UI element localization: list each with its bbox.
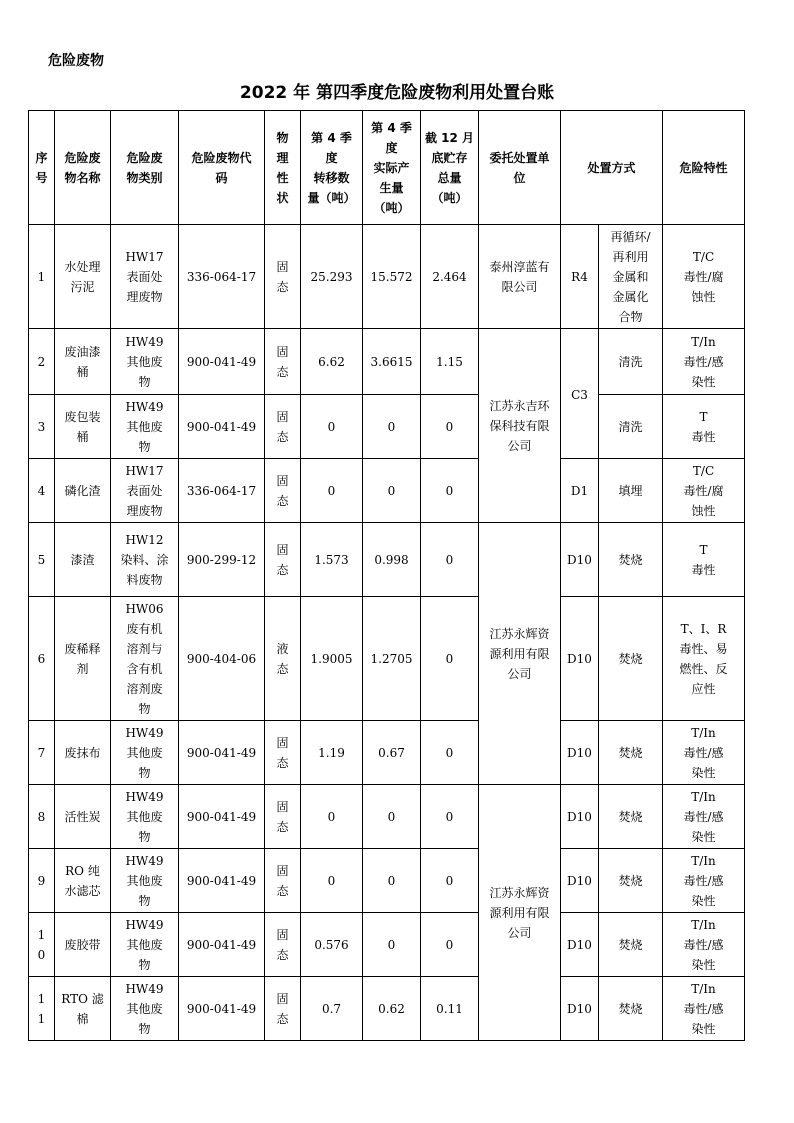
table-row [29, 523, 745, 597]
cell-state: 固 态 [265, 225, 301, 329]
cell-unit: 江苏永辉资 源利用有限 公司 [479, 785, 561, 1041]
cell-name: 活性炭 [55, 785, 111, 849]
cell-method: 焚烧 [599, 785, 663, 849]
cell-method: 焚烧 [599, 849, 663, 913]
col-header-method: 处置方式 [561, 111, 663, 225]
cell-transfer: 1.19 [301, 721, 363, 785]
cell-stock: 0.11 [421, 977, 479, 1041]
cell-hazard: T/In 毒性/感 染性 [663, 721, 745, 785]
cell-stock: 1.15 [421, 329, 479, 395]
cell-state: 固 态 [265, 395, 301, 459]
cell-method-code: R4 [561, 225, 599, 329]
cell-method-code: D10 [561, 913, 599, 977]
cell-hazard: T/C 毒性/腐 蚀性 [663, 225, 745, 329]
cell-category: HW49 其他废 物 [111, 849, 179, 913]
cell-hazard: T/C 毒性/腐 蚀性 [663, 459, 745, 523]
cell-name: RTO 滤 棉 [55, 977, 111, 1041]
cell-hazard: T 毒性 [663, 395, 745, 459]
cell-seq: 4 [29, 459, 55, 523]
cell-method-code: D10 [561, 597, 599, 721]
cell-hazard: T/In 毒性/感 染性 [663, 913, 745, 977]
cell-method: 填埋 [599, 459, 663, 523]
cell-method-code: D10 [561, 721, 599, 785]
cell-state: 固 态 [265, 721, 301, 785]
cell-category: HW49 其他废 物 [111, 977, 179, 1041]
cell-method: 焚烧 [599, 977, 663, 1041]
cell-code: 900-299-12 [179, 523, 265, 597]
cell-stock: 0 [421, 459, 479, 523]
cell-produced: 1.2705 [363, 597, 421, 721]
cell-transfer: 6.62 [301, 329, 363, 395]
cell-category: HW49 其他废 物 [111, 913, 179, 977]
cell-method-code: D10 [561, 785, 599, 849]
col-header-name: 危险废 物名称 [55, 111, 111, 225]
cell-produced: 0.67 [363, 721, 421, 785]
cell-produced: 0 [363, 395, 421, 459]
hazardous-waste-ledger-table [28, 110, 745, 1041]
cell-state: 固 态 [265, 459, 301, 523]
cell-seq: 2 [29, 329, 55, 395]
cell-seq: 5 [29, 523, 55, 597]
cell-hazard: T/In 毒性/感 染性 [663, 329, 745, 395]
cell-name: 废油漆 桶 [55, 329, 111, 395]
cell-unit: 江苏永辉资 源利用有限 公司 [479, 523, 561, 785]
cell-seq: 1 1 [29, 977, 55, 1041]
cell-seq: 3 [29, 395, 55, 459]
col-header-unit: 委托处置单 位 [479, 111, 561, 225]
cell-hazard: T/In 毒性/感 染性 [663, 849, 745, 913]
col-header-code: 危险废物代 码 [179, 111, 265, 225]
cell-stock: 0 [421, 785, 479, 849]
table-row [29, 913, 745, 977]
cell-name: 水处理 污泥 [55, 225, 111, 329]
cell-stock: 2.464 [421, 225, 479, 329]
cell-code: 336-064-17 [179, 225, 265, 329]
document-title: 2022 年 第四季度危险废物利用处置台账 [239, 83, 555, 103]
table-row [29, 849, 745, 913]
table-row [29, 225, 745, 329]
col-header-produced: 第 4 季 度 实际产 生量 （吨） [363, 111, 421, 225]
cell-code: 900-041-49 [179, 721, 265, 785]
cell-method: 再循环/ 再利用 金属和 金属化 合物 [599, 225, 663, 329]
cell-state: 固 态 [265, 523, 301, 597]
cell-name: 废抹布 [55, 721, 111, 785]
cell-transfer: 0 [301, 849, 363, 913]
cell-stock: 0 [421, 523, 479, 597]
table-row [29, 395, 745, 459]
cell-state: 固 态 [265, 977, 301, 1041]
section-label: 危险废物 [48, 53, 104, 69]
cell-transfer: 0 [301, 395, 363, 459]
cell-name: 废胶带 [55, 913, 111, 977]
col-header-stock: 截 12 月 底贮存 总量 （吨） [421, 111, 479, 225]
cell-seq: 8 [29, 785, 55, 849]
cell-code: 900-041-49 [179, 849, 265, 913]
cell-method-code: D10 [561, 849, 599, 913]
cell-transfer: 1.573 [301, 523, 363, 597]
cell-stock: 0 [421, 721, 479, 785]
cell-produced: 0 [363, 459, 421, 523]
cell-method: 焚烧 [599, 721, 663, 785]
cell-seq: 7 [29, 721, 55, 785]
col-header-seq: 序 号 [29, 111, 55, 225]
table-row [29, 977, 745, 1041]
cell-code: 900-041-49 [179, 329, 265, 395]
cell-method: 焚烧 [599, 597, 663, 721]
table-row [29, 785, 745, 849]
cell-code: 336-064-17 [179, 459, 265, 523]
cell-name: 磷化渣 [55, 459, 111, 523]
cell-produced: 0 [363, 785, 421, 849]
cell-stock: 0 [421, 395, 479, 459]
cell-method-code: D10 [561, 977, 599, 1041]
cell-transfer: 0.7 [301, 977, 363, 1041]
cell-hazard: T/In 毒性/感 染性 [663, 785, 745, 849]
cell-seq: 9 [29, 849, 55, 913]
cell-code: 900-404-06 [179, 597, 265, 721]
table-header-row [29, 111, 745, 225]
cell-unit: 江苏永吉环 保科技有限 公司 [479, 329, 561, 523]
cell-stock: 0 [421, 597, 479, 721]
cell-category: HW17 表面处 理废物 [111, 459, 179, 523]
cell-state: 固 态 [265, 849, 301, 913]
col-header-state: 物 理 性 状 [265, 111, 301, 225]
cell-code: 900-041-49 [179, 785, 265, 849]
table-row [29, 459, 745, 523]
col-header-hazard: 危险特性 [663, 111, 745, 225]
cell-category: HW49 其他废 物 [111, 329, 179, 395]
cell-unit: 泰州淳蓝有 限公司 [479, 225, 561, 329]
cell-name: 废包装 桶 [55, 395, 111, 459]
cell-produced: 0 [363, 913, 421, 977]
col-header-transfer: 第 4 季 度 转移数 量（吨） [301, 111, 363, 225]
cell-code: 900-041-49 [179, 977, 265, 1041]
cell-state: 固 态 [265, 329, 301, 395]
cell-produced: 3.6615 [363, 329, 421, 395]
cell-method: 焚烧 [599, 523, 663, 597]
cell-produced: 0.998 [363, 523, 421, 597]
cell-method-code: C3 [561, 329, 599, 459]
table-row [29, 721, 745, 785]
cell-stock: 0 [421, 913, 479, 977]
col-header-category: 危险废 物类别 [111, 111, 179, 225]
cell-produced: 0.62 [363, 977, 421, 1041]
cell-method: 焚烧 [599, 913, 663, 977]
cell-category: HW06 废有机 溶剂与 含有机 溶剂废 物 [111, 597, 179, 721]
cell-name: RO 纯 水滤芯 [55, 849, 111, 913]
table-row [29, 329, 745, 395]
cell-code: 900-041-49 [179, 913, 265, 977]
cell-hazard: T/In 毒性/感 染性 [663, 977, 745, 1041]
cell-transfer: 1.9005 [301, 597, 363, 721]
cell-transfer: 25.293 [301, 225, 363, 329]
cell-method-code: D1 [561, 459, 599, 523]
cell-method-code: D10 [561, 523, 599, 597]
cell-category: HW12 染料、涂 料废物 [111, 523, 179, 597]
cell-seq: 6 [29, 597, 55, 721]
cell-category: HW17 表面处 理废物 [111, 225, 179, 329]
cell-category: HW49 其他废 物 [111, 721, 179, 785]
cell-state: 固 态 [265, 785, 301, 849]
cell-code: 900-041-49 [179, 395, 265, 459]
cell-hazard: T、I、R 毒性、易 燃性、反 应性 [663, 597, 745, 721]
cell-stock: 0 [421, 849, 479, 913]
cell-category: HW49 其他废 物 [111, 395, 179, 459]
cell-method: 清洗 [599, 395, 663, 459]
cell-state: 固 态 [265, 913, 301, 977]
cell-seq: 1 0 [29, 913, 55, 977]
cell-name: 废稀释 剂 [55, 597, 111, 721]
cell-category: HW49 其他废 物 [111, 785, 179, 849]
cell-hazard: T 毒性 [663, 523, 745, 597]
cell-state: 液 态 [265, 597, 301, 721]
cell-transfer: 0 [301, 459, 363, 523]
table-row [29, 597, 745, 721]
cell-produced: 0 [363, 849, 421, 913]
cell-transfer: 0.576 [301, 913, 363, 977]
cell-produced: 15.572 [363, 225, 421, 329]
cell-name: 漆渣 [55, 523, 111, 597]
cell-seq: 1 [29, 225, 55, 329]
cell-transfer: 0 [301, 785, 363, 849]
cell-method: 清洗 [599, 329, 663, 395]
